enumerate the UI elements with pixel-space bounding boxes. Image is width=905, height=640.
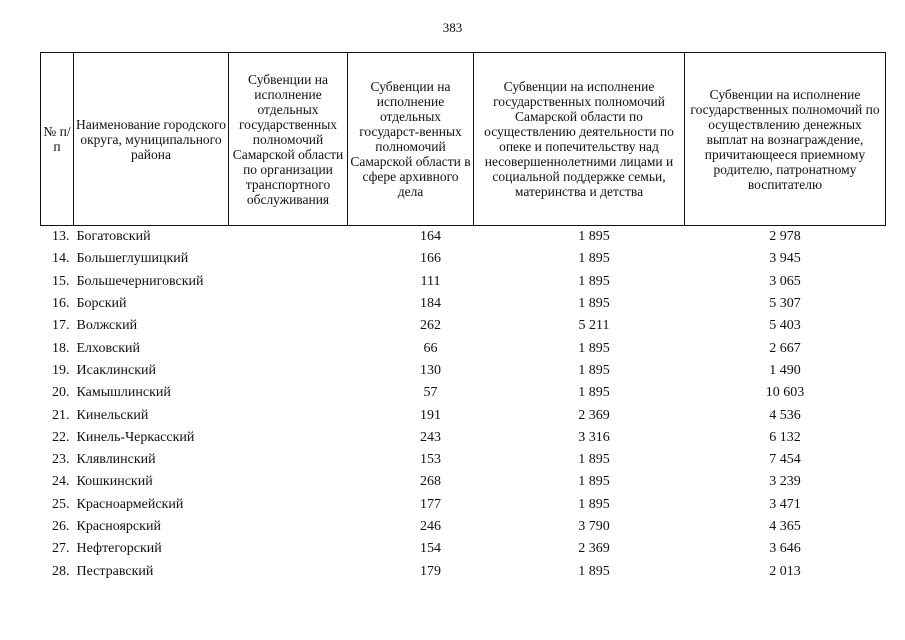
archive-value: 184 [420, 296, 441, 312]
guardianship-value: 2 369 [578, 407, 610, 423]
guardianship-value: 5 211 [578, 318, 610, 334]
table-row [41, 226, 886, 249]
foster-value: 7 454 [769, 452, 801, 468]
foster-value: 4 536 [769, 407, 801, 423]
transport-value [229, 382, 348, 404]
archive-value: 179 [420, 563, 441, 579]
table-row [41, 560, 886, 582]
district-name: Кинельский [76, 407, 149, 423]
transport-value [229, 226, 348, 249]
transport-value [229, 427, 348, 449]
transport-value [229, 494, 348, 516]
foster-value: 3 239 [769, 474, 801, 490]
archive-value: 262 [420, 318, 441, 334]
foster-value: 2 667 [769, 340, 801, 356]
transport-value [229, 293, 348, 315]
header-name: Наименование городского округа, муниципального района [74, 53, 229, 226]
district-name: Исаклинский [76, 362, 156, 378]
guardianship-value: 3 790 [578, 519, 610, 534]
table-row [41, 538, 886, 560]
table-row [41, 404, 886, 426]
transport-value [229, 404, 348, 426]
header-transport: Субвенции на исполнение отдельных государственных полномочий Самарской области по организации транспортного обслуживания [229, 53, 348, 226]
archive-value: 191 [420, 407, 441, 423]
header-row [41, 53, 886, 226]
transport-value [229, 538, 348, 560]
header-foster: Субвенции на исполнение государственных полномочий по осуществлению денежных выплат на вознаграждение, причитающееся приемному родителю, патронатному воспитателю [685, 53, 886, 226]
row-number: 20. [52, 385, 70, 401]
table-header [41, 53, 886, 226]
row-number: 26. [52, 519, 70, 534]
row-number: 19. [52, 362, 70, 378]
archive-value: 177 [420, 496, 441, 512]
transport-value [229, 516, 348, 538]
guardianship-value: 1 895 [578, 273, 610, 289]
district-name: Кинель-Черкасский [76, 429, 195, 445]
foster-value: 5 307 [769, 296, 801, 312]
header-num: № п/п [41, 53, 74, 226]
row-number: 25. [52, 496, 70, 512]
guardianship-value: 1 895 [578, 340, 610, 356]
district-name: Богатовский [76, 229, 151, 245]
guardianship-value: 3 316 [578, 429, 610, 445]
guardianship-value: 1 895 [578, 362, 610, 378]
district-name: Борский [76, 296, 127, 312]
district-name: Клявлинский [76, 452, 156, 468]
header-archive: Субвенции на исполнение отдельных государст-венных полномочий Самарской области в сфере архивного дела [348, 53, 474, 226]
row-number: 16. [52, 296, 70, 312]
transport-value [229, 315, 348, 337]
foster-value: 3 646 [769, 541, 801, 557]
district-name: Камышлинский [76, 385, 171, 401]
archive-value: 154 [420, 541, 441, 557]
guardianship-value: 1 895 [578, 385, 610, 401]
transport-value [229, 360, 348, 382]
table-row [41, 315, 886, 337]
row-number: 28. [52, 563, 70, 579]
district-name: Красноярский [76, 519, 161, 534]
row-number: 22. [52, 429, 70, 445]
table-row [41, 471, 886, 493]
transport-value [229, 449, 348, 471]
header-guardianship: Субвенции на исполнение государственных полномочий Самарской области по осуществлению деятельности по опеке и попечительству над несовершеннолетними лицами и социальной поддержке семьи, материнства и детства [474, 53, 685, 226]
foster-value: 4 365 [769, 519, 801, 534]
row-number: 15. [52, 273, 70, 289]
transport-value [229, 248, 348, 270]
transport-value [229, 560, 348, 582]
table-row [41, 449, 886, 471]
table-row [41, 248, 886, 270]
district-name: Большечерниговский [76, 273, 204, 289]
table-body [41, 226, 886, 583]
table-row [41, 337, 886, 359]
row-number: 14. [52, 251, 70, 267]
table-row [41, 494, 886, 516]
foster-value: 3 065 [769, 273, 801, 289]
district-name: Елховский [76, 340, 141, 356]
foster-value: 2 978 [769, 229, 801, 245]
guardianship-value: 2 369 [578, 541, 610, 557]
guardianship-value: 1 895 [578, 563, 610, 579]
archive-value: 268 [420, 474, 441, 490]
page-number: 383 [442, 20, 463, 35]
district-name: Красноармейский [76, 496, 184, 512]
row-number: 24. [52, 474, 70, 490]
foster-value: 6 132 [769, 429, 801, 445]
guardianship-value: 1 895 [578, 496, 610, 512]
guardianship-value: 1 895 [578, 229, 610, 245]
foster-value: 1 490 [769, 362, 801, 378]
guardianship-value: 1 895 [578, 452, 610, 468]
archive-value: 153 [420, 452, 441, 468]
district-name: Нефтегорский [76, 541, 162, 557]
table-row [41, 360, 886, 382]
subventions-table [40, 52, 886, 583]
transport-value [229, 337, 348, 359]
table-row [41, 427, 886, 449]
district-name: Пестравский [76, 563, 154, 579]
archive-value: 243 [420, 429, 441, 445]
row-number: 27. [52, 541, 70, 557]
transport-value [229, 271, 348, 293]
transport-value [229, 471, 348, 493]
foster-value: 3 945 [769, 251, 801, 267]
district-name: Кошкинский [76, 474, 153, 490]
archive-value: 57 [423, 385, 438, 401]
table-row [41, 382, 886, 404]
foster-value: 10 603 [765, 385, 805, 401]
row-number: 18. [52, 340, 70, 356]
foster-value: 3 471 [769, 496, 801, 512]
foster-value: 2 013 [769, 563, 801, 579]
archive-value: 166 [420, 251, 441, 267]
archive-value: 66 [423, 340, 438, 356]
table-row [41, 271, 886, 293]
archive-value: 246 [420, 519, 441, 534]
guardianship-value: 1 895 [578, 474, 610, 490]
guardianship-value: 1 895 [578, 251, 610, 267]
row-number: 13. [52, 229, 70, 245]
table-row [41, 516, 886, 538]
row-number: 17. [52, 318, 70, 334]
archive-value: 130 [420, 362, 441, 378]
foster-value: 5 403 [769, 318, 801, 334]
table-row [41, 293, 886, 315]
guardianship-value: 1 895 [578, 296, 610, 312]
district-name: Волжский [76, 318, 138, 334]
archive-value: 164 [420, 229, 441, 245]
archive-value: 111 [420, 273, 441, 289]
district-name: Большеглушицкий [76, 251, 189, 267]
row-number: 21. [52, 407, 70, 423]
row-number: 23. [52, 452, 70, 468]
